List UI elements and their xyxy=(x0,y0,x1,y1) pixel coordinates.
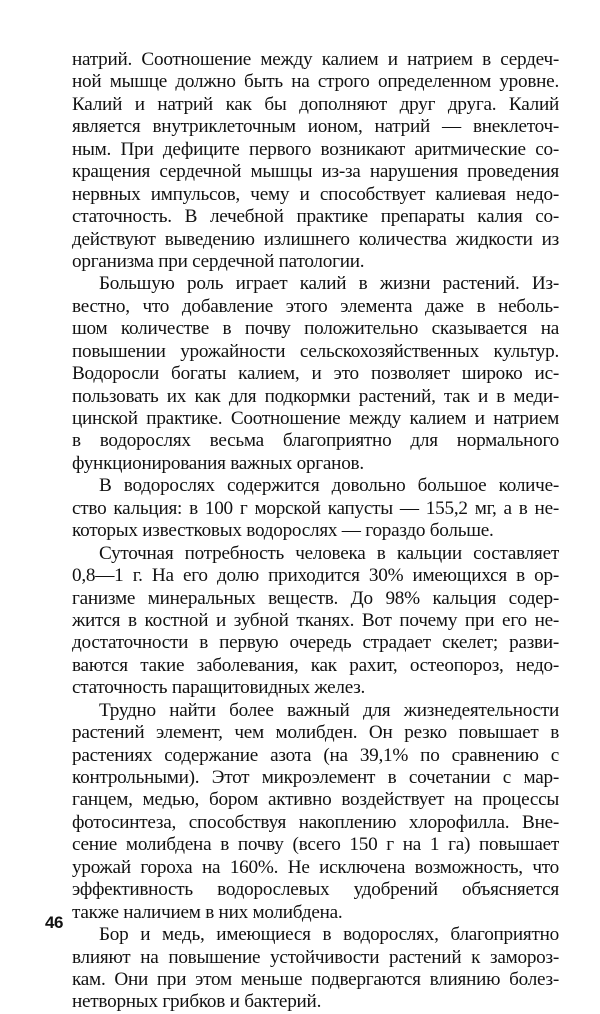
text-line: нетворных грибков и бактерий. xyxy=(72,991,322,1013)
text-line: 0,8—1 г. На его долю приходится 30% имеющихся в ор- xyxy=(72,565,559,587)
paragraph-boron-copper xyxy=(45,924,559,1014)
text-line: ство кальция: в 100 г морской капусты — 155,2 мг, а в не- xyxy=(72,497,559,519)
text-line: Трудно найти более важный для жизнедеятельности xyxy=(99,699,559,721)
paragraph-molybdenum xyxy=(45,700,559,924)
paragraph-calcium-content xyxy=(45,475,559,542)
text-line: урожай гороха на 160%. Не исключена возможность, что xyxy=(72,856,559,878)
text-line: растениях содержание азота (на 39,1% по сравнению с xyxy=(72,744,559,766)
text-line: нервных импульсов, чему и способствует калиевая недо- xyxy=(72,183,559,205)
text-line: кам. Они при этом меньше подвергаются влиянию болез- xyxy=(72,968,559,990)
paragraph-potassium-plants xyxy=(45,273,559,475)
page-number: 46 xyxy=(45,913,63,932)
text-line: ганизме минеральных веществ. До 98% кальция содер- xyxy=(72,587,559,609)
paragraph-calcium-need xyxy=(45,543,559,700)
text-line: Бор и медь, имеющиеся в водорослях, благоприятно xyxy=(99,924,559,946)
text-line: пользовать их как для подкормки растений, так и в меди- xyxy=(72,385,559,407)
text-line: жится в костной и зубной тканях. Вот почему при его не- xyxy=(72,609,559,631)
text-line: функционирования важных органов. xyxy=(72,452,364,474)
paragraph-potassium-sodium xyxy=(45,49,559,273)
text-line: шом количестве в почву положительно сказывается на xyxy=(72,318,559,340)
text-line: натрий. Соотношение между калием и натрием в сердеч- xyxy=(72,49,559,70)
text-line: растений элемент, чем молибден. Он резко повышает в xyxy=(72,722,559,744)
text-line: является внутриклеточным ионом, натрий — внеклеточ- xyxy=(72,116,559,138)
text-line: сение молибдена в почву (всего 150 г на 1 га) повышает xyxy=(72,834,559,856)
text-line: ганцем, медью, бором активно воздействует на процессы xyxy=(72,789,559,811)
text-line: ным. При дефиците первого возникают аритмические со- xyxy=(72,138,559,160)
text-line: В водорослях содержится довольно большое количе- xyxy=(99,475,559,497)
page-body xyxy=(45,49,559,1014)
text-line: ваются такие заболевания, как рахит, остеопороз, недо- xyxy=(72,654,559,676)
text-line: ной мышце должно быть на строго определенном уровне. xyxy=(72,71,559,93)
text-line: организма при сердечной патологии. xyxy=(72,250,365,272)
text-line: влияют на повышение устойчивости растений к замороз- xyxy=(72,946,559,968)
text-line: вестно, что добавление этого элемента даже в неболь- xyxy=(72,295,559,317)
text-line: цинской практике. Соотношение между калием и натрием xyxy=(72,408,559,429)
text-line: которых известковых водорослях — гораздо больше. xyxy=(72,520,494,542)
text-line: Калий и натрий как бы дополняют друг друга. Калий xyxy=(72,93,559,115)
text-line: Водоросли богаты калием, и это позволяет широко ис- xyxy=(72,363,559,385)
text-line: также наличием в них молибдена. xyxy=(72,901,343,923)
text-line: фотосинтеза, способствуя накоплению хлорофилла. Вне- xyxy=(72,811,559,833)
text-line: достаточности в первую очередь страдает скелет; разви- xyxy=(72,632,559,654)
text-line: кращения сердечной мышцы из-за нарушения проведения xyxy=(72,161,559,183)
text-line: Суточная потребность человека в кальции составляет xyxy=(99,542,559,564)
text-line: статочность паращитовидных желез. xyxy=(72,677,366,699)
text-line: эффективность водорослевых удобрений объясняется xyxy=(72,879,559,901)
text-line: Большую роль играет калий в жизни растений. Из- xyxy=(99,273,559,295)
text-line: действуют выведению излишнего количества жидкости из xyxy=(72,228,559,250)
text-line: контрольными). Этот микроэлемент в сочетании с мар- xyxy=(72,767,559,788)
text-line: статочность. В лечебной практике препараты калия со- xyxy=(72,206,559,228)
text-line: повышении урожайности сельскохозяйственных культур. xyxy=(72,340,559,362)
text-line: в водорослях весьма благоприятно для нормального xyxy=(72,430,559,452)
